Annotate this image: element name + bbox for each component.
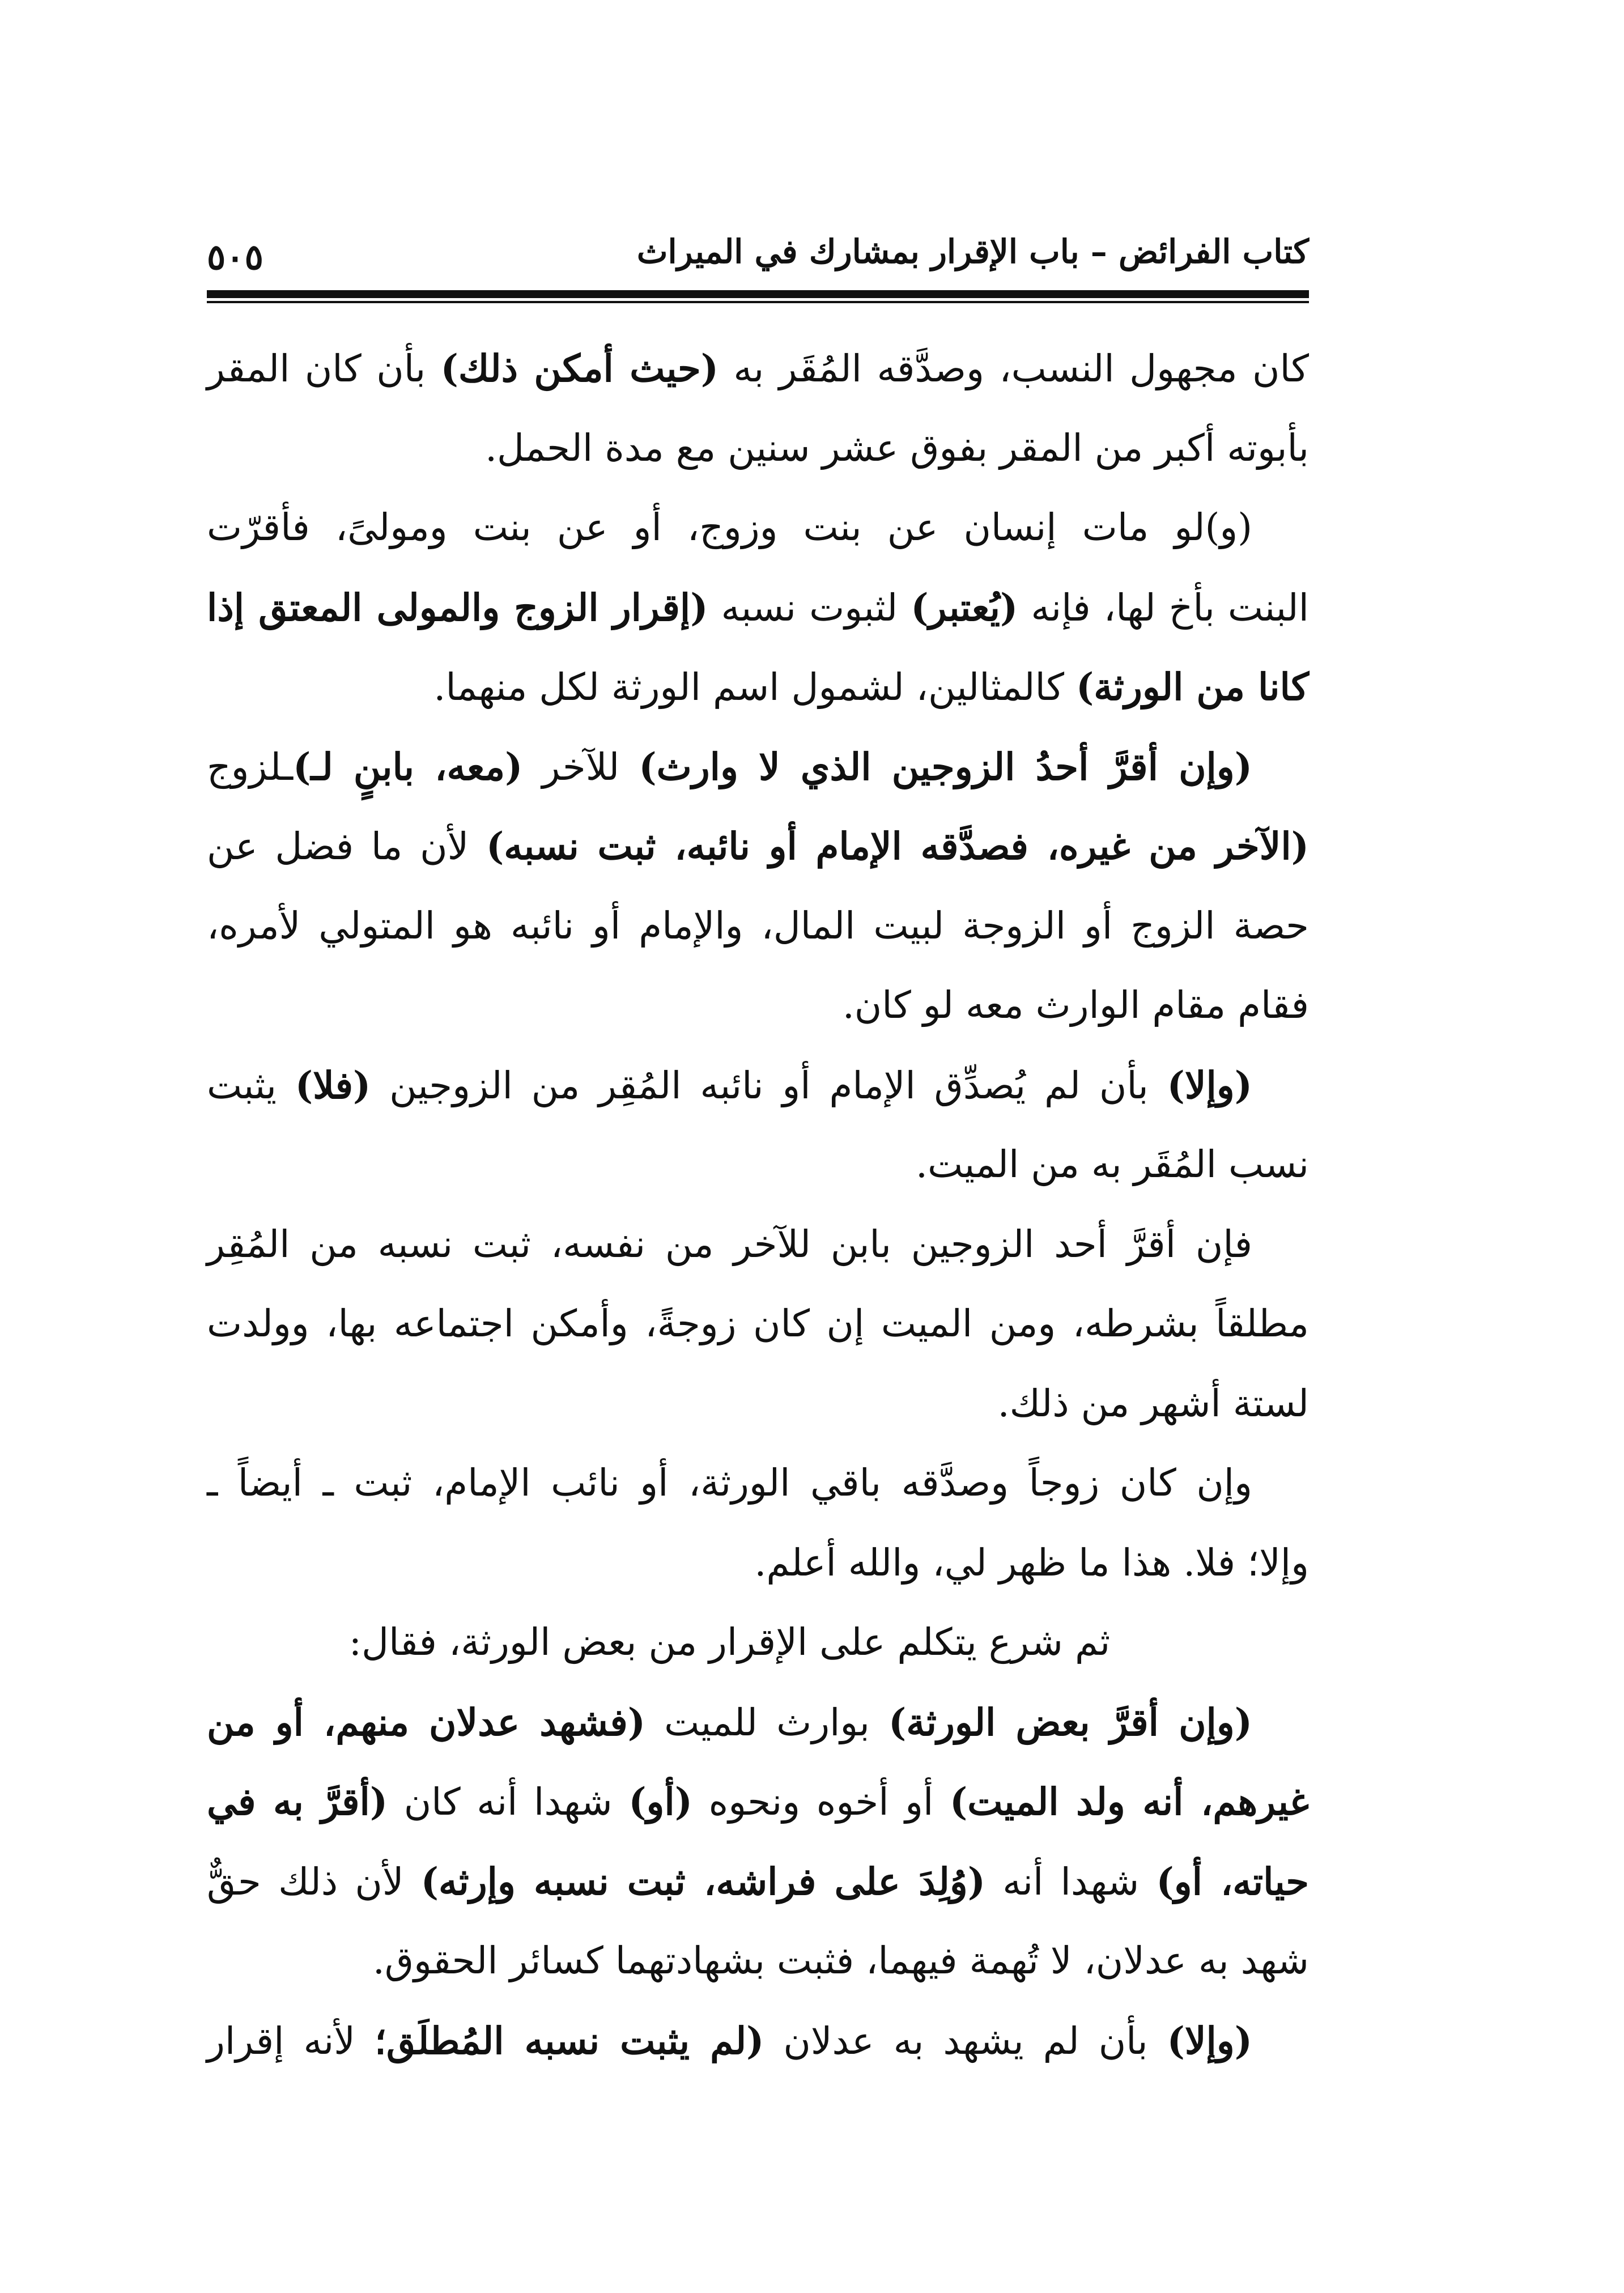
- text-line: [207, 1842, 1309, 1922]
- text-line: [207, 488, 1309, 568]
- bold-text-segment: (معه، بابنٍ لـ): [293, 744, 523, 789]
- bold-text-segment: (الآخر من غيره، فصدَّقه الإمام أو نائبه، ثبت نسبه): [486, 824, 1309, 868]
- text-segment: فإن أقرَّ أحد الزوجين بابن للآخر من نفسه، ثبت نسبه من المُقِر: [207, 1222, 1252, 1266]
- text-segment: حصة الزوج أو الزوجة لبيت المال، والإمام أو نائبه هو المتولي لأمره،: [207, 903, 1309, 948]
- text-segment: نسب المُقَر به من الميت.: [915, 1143, 1309, 1186]
- text-segment: وإلا؛ فلا. هذا ما ظهر لي، والله أعلم.: [754, 1540, 1309, 1585]
- text-line: [207, 1125, 1309, 1205]
- text-line: [207, 1921, 1309, 2001]
- text-segment: يثبت: [207, 1063, 295, 1107]
- text-line: [207, 1284, 1309, 1364]
- text-segment: ـلزوج: [207, 745, 294, 789]
- bold-text-segment: كانا من الورثة): [1076, 665, 1309, 709]
- text-segment: بوارث للميت: [645, 1700, 888, 1744]
- text-segment: البنت بأخ لها، فإنه: [1018, 585, 1310, 630]
- bold-text-segment: (وإلا): [1167, 2018, 1252, 2063]
- text-line: [207, 1364, 1309, 1444]
- bold-text-segment: (لم يثبت نسبه المُطلَق؛: [374, 2018, 764, 2063]
- text-segment: فقام مقام الوارث معه لو كان.: [842, 983, 1309, 1027]
- text-segment: كان مجهول النسب، وصدَّقه المُقَر به: [719, 347, 1310, 390]
- bold-text-segment: (وإن أقرَّ أحدُ الزوجين الذي لا وارث): [639, 744, 1252, 789]
- page-number: ٥٠٥: [207, 236, 263, 278]
- bold-text-segment: (حيث أمكن ذلك): [440, 346, 719, 390]
- text-segment: وإن كان زوجاً وصدَّقه باقي الورثة، أو نائب الإمام، ثبت ـ أيضاً ـ: [207, 1461, 1252, 1505]
- bold-text-segment: (يُعتبر): [911, 585, 1018, 630]
- text-line: [207, 1683, 1309, 1763]
- text-segment: شهد به عدلان، لا تُهمة فيهما، فثبت بشهادتهما كسائر الحقوق.: [372, 1939, 1309, 1982]
- text-segment: بأن لم يُصدِّق الإمام أو نائبه المُقِر من الزوجين: [371, 1063, 1167, 1107]
- body-text: [207, 329, 1309, 2080]
- text-segment: شهدا أنه كان: [388, 1780, 629, 1824]
- bold-text-segment: (وُلِدَ على فراشه، ثبت نسبه وإرثه): [420, 1859, 985, 1904]
- header-rule-thin: [207, 301, 1309, 303]
- text-segment: (و)لو مات إنسان عن بنت وزوج، أو عن بنت ومولىً، فأقرّت: [207, 506, 1252, 549]
- text-line: [207, 1523, 1309, 1603]
- text-segment: بأن لم يشهد به عدلان: [764, 2019, 1167, 2063]
- text-segment: لأن ذلك حقٌّ: [207, 1859, 421, 1904]
- text-segment: بأبوته أكبر من المقر بفوق عشر سنين مع مدة الحمل.: [485, 426, 1309, 470]
- text-line: [207, 1046, 1309, 1126]
- text-segment: لأن ما فضل عن: [207, 825, 486, 868]
- text-line: [207, 727, 1309, 807]
- text-segment: ثم شرع يتكلم على الإقرار من بعض الورثة، فقال:: [348, 1620, 1111, 1664]
- text-segment: لثبوت نسبه: [708, 585, 911, 630]
- text-line: [207, 966, 1309, 1046]
- text-line: [207, 329, 1309, 409]
- text-line: [207, 647, 1309, 727]
- bold-text-segment: (إقرار الزوج والمولى المعتق إذا: [207, 585, 708, 630]
- header-rule-thick: [207, 290, 1309, 298]
- bold-text-segment: (أقرَّ به في: [207, 1780, 388, 1824]
- bold-text-segment: (وإن أقرَّ بعض الورثة): [888, 1700, 1252, 1744]
- text-segment: كالمثالين، لشمول اسم الورثة لكل منهما.: [433, 665, 1077, 709]
- text-segment: شهدا أنه: [985, 1859, 1157, 1904]
- header-title: كتاب الفرائض – باب الإقرار بمشارك في الميراث: [636, 232, 1309, 271]
- text-line: [207, 2001, 1309, 2081]
- text-line: [207, 1762, 1309, 1842]
- text-segment: بأن كان المقر: [207, 347, 441, 390]
- text-segment: لأنه إقرار: [207, 2019, 375, 2063]
- bold-text-segment: (فشهد عدلان منهم، أو من: [207, 1700, 646, 1744]
- text-line: [207, 1443, 1309, 1523]
- text-line: [207, 886, 1309, 966]
- bold-text-segment: (وإلا): [1167, 1063, 1252, 1107]
- bold-text-segment: (فلا): [295, 1063, 371, 1107]
- running-header: [207, 224, 1309, 286]
- text-segment: مطلقاً بشرطه، ومن الميت إن كان زوجةً، وأمكن اجتماعه بها، وولدت: [207, 1302, 1309, 1345]
- bold-text-segment: حياته، أو): [1156, 1859, 1310, 1904]
- bold-text-segment: غيرهم، أنه ولد الميت): [950, 1780, 1309, 1824]
- text-line: [207, 806, 1309, 886]
- text-line: [207, 409, 1309, 489]
- text-line: [207, 568, 1309, 648]
- text-segment: للآخر: [522, 745, 639, 789]
- text-segment: لستة أشهر من ذلك.: [997, 1381, 1309, 1425]
- bold-text-segment: (أو): [628, 1780, 692, 1824]
- text-line: [207, 1205, 1309, 1285]
- text-line: [207, 1603, 1309, 1683]
- text-segment: أو أخوه ونحوه: [692, 1780, 950, 1824]
